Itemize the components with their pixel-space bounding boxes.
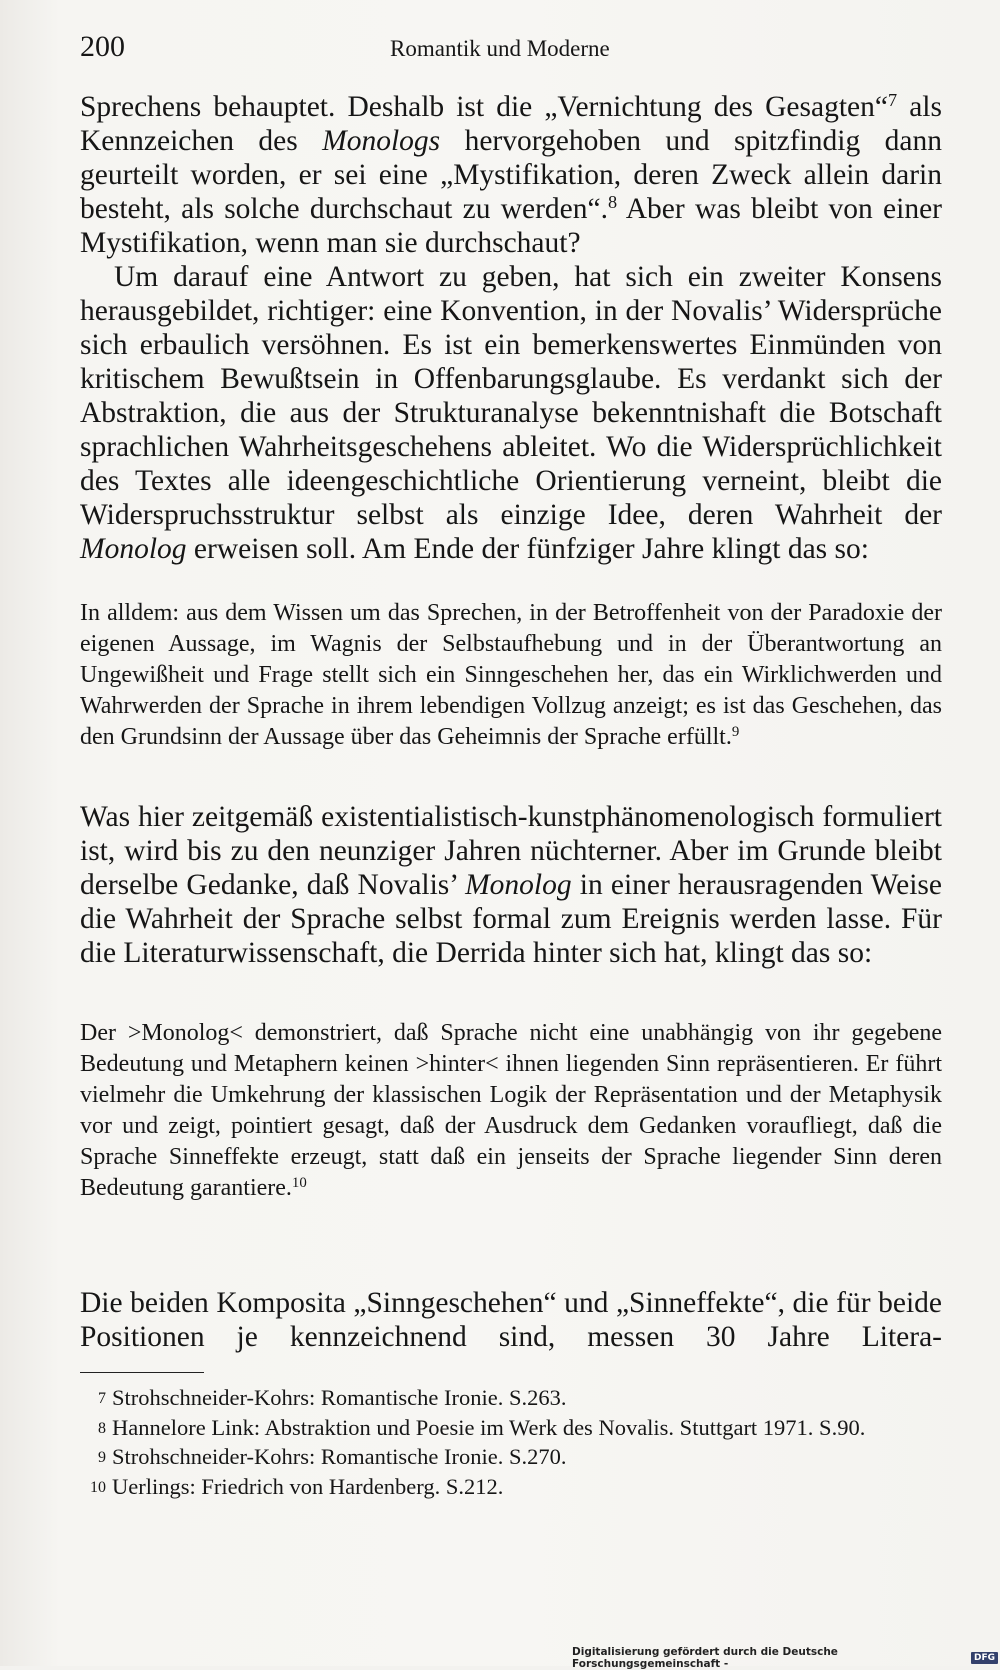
footnote-item <box>80 1443 942 1473</box>
footnote-number: 8 <box>98 1419 106 1437</box>
footnote-text: Strohschneider-Kohrs: Romantische Ironie. S.270. <box>112 1444 567 1469</box>
credit-text: Digitalisierung gefördert durch die Deutsche Forschungsgemeinschaft - <box>572 1646 838 1670</box>
footnote-item <box>80 1414 942 1444</box>
page-header <box>80 30 942 70</box>
block-quote-1 <box>80 598 942 753</box>
footnote-item <box>80 1473 942 1503</box>
quote-text: Der >Monolog< demonstriert, daß Sprache nicht eine unabhängig von ihr gegebene Bedeutung und Metaphern keinen >hinter< ihnen liegenden Sinn repräsentieren. Er führt vielmehr die Umkehrung der klassischen Logik der Repräsentation und der Metaphysik vor und zeigt, pointiert gesagt, daß der Ausdruck dem Gedanken voraufliegt, daß die Sprache Sinneffekte erzeugt, statt daß ein jenseits der Sprache liegender Sinn deren Bedeutung garantiere. <box>80 1020 942 1201</box>
footnote-text: Strohschneider-Kohrs: Romantische Ironie. S.263. <box>112 1385 567 1410</box>
page-number: 200 <box>80 30 125 63</box>
footnote-number: 7 <box>98 1390 106 1407</box>
footnote-number: 9 <box>98 1449 106 1466</box>
text-run: Aber was bleibt von einer Mystifikation, wenn man sie durchschaut? <box>80 193 942 259</box>
text-run: Um darauf eine Antwort zu geben, hat sich ein zweiter Konsens herausgebildet, richtiger: eine Konvention, in der Novalis’ Widersprüche sich erbaulich versöhnen. Es ist ein bemerkenswertes Einmünden von kritischem Bewußtsein in Offenbarungsglaube. Es verdankt sich der Abstraktion, die aus der Strukturanalyse bekenntnishaft die Botschaft sprachlichen Wahrheitsgeschehens ableitet. Wo die Widersprüchlichkeit des Textes alle ideengeschichtliche Orientierung verneint, bleibt die Widerspruchsstruktur selbst als einzige Idee, deren Wahrheit der <box>80 261 942 531</box>
footnote-ref-9[interactable]: 9 <box>731 723 740 740</box>
paragraph-3 <box>80 800 942 970</box>
block-quote-2 <box>80 1018 942 1204</box>
emphasis-monolog: Monolog <box>80 533 187 565</box>
footnotes <box>80 1384 942 1502</box>
footnote-item <box>80 1384 942 1414</box>
text-run: Was hier zeitgemäß existentialistisch-kunstphänomenologisch formuliert ist, wird bis zu den neunziger Jahren nüchterner. Aber im Grunde bleibt derselbe Gedanke, daß Novalis’ <box>80 801 942 901</box>
digitization-credit <box>572 1646 1000 1670</box>
footnote-divider <box>80 1372 204 1373</box>
emphasis-monolog: Monolog <box>465 869 572 901</box>
text-run: in einer herausragenden Weise die Wahrheit der Sprache selbst formal zum Ereignis werden lasse. Für die Literaturwissenschaft, die Derrida hinter sich hat, klingt das so: <box>80 869 942 969</box>
running-head: Romantik und Moderne <box>390 36 610 61</box>
footnote-ref-7[interactable]: 7 <box>887 89 898 110</box>
quote-text: In alldem: aus dem Wissen um das Sprechen, in der Betroffenheit von der Paradoxie der eigenen Aussage, im Wagnis der Selbstaufhebung und in der Überantwortung an Ungewißheit und Frage stellt sich ein Sinngeschehen her, das ein Wirklichwerden und Wahrwerden der Sprache in ihrem lebendigen Vollzug anzeigt; es ist das Geschehen, das den Grundsinn der Aussage über das Geheimnis der Sprache erfüllt. <box>80 600 942 750</box>
paragraph-1 <box>80 90 942 260</box>
text-run: Die beiden Komposita „Sinngeschehen“ und „Sinneffekte“, die für beide Positionen je kennzeichnend sind, messen 30 Jahre Litera- <box>80 1287 942 1353</box>
footnote-number: 10 <box>90 1478 106 1496</box>
footnote-text: Hannelore Link: Abstraktion und Poesie im Werk des Novalis. Stuttgart 1971. S.90. <box>112 1414 866 1440</box>
dfg-logo-icon: DFG <box>971 1652 998 1664</box>
emphasis-monologs: Monologs <box>322 125 441 157</box>
footnote-ref-8[interactable]: 8 <box>607 191 618 212</box>
text-run: hervorgehoben und spitzfindig dann geurteilt worden, er sei eine „Mystifikation, deren Zweck allein darin besteht, als solche durchschaut zu werden“. <box>80 125 942 225</box>
footnote-ref-10[interactable]: 10 <box>291 1174 307 1191</box>
text-run: als Kennzeichen des <box>80 91 942 157</box>
text-run: Sprechens behauptet. Deshalb ist die „Vernichtung des Gesagten“ <box>80 91 888 123</box>
text-run: erweisen soll. Am Ende der fünfziger Jahre klingt das so: <box>186 533 869 565</box>
paragraph-4 <box>80 1286 942 1354</box>
footnote-text: Uerlings: Friedrich von Hardenberg. S.212. <box>112 1473 504 1499</box>
paragraph-2 <box>80 260 942 566</box>
